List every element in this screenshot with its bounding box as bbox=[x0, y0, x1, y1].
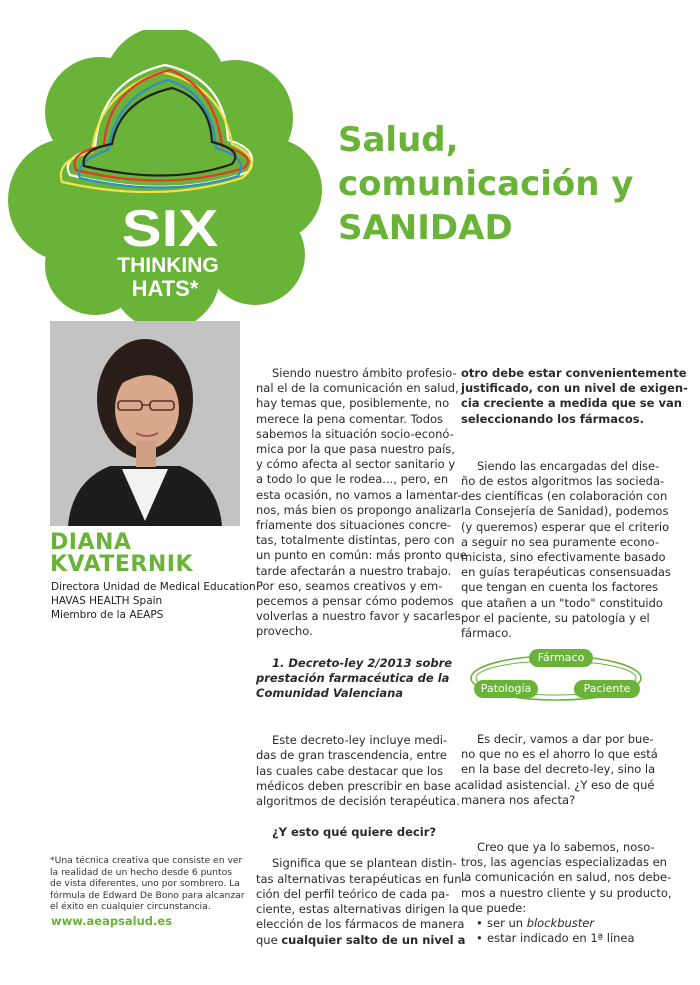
author-first-name: DIANA bbox=[50, 530, 132, 555]
paragraph-algoritmos bbox=[461, 458, 671, 641]
text-line: tros, las agencias especializadas en bbox=[461, 855, 667, 870]
text-line: que tengan en cuenta los factores bbox=[461, 580, 659, 595]
text-line: algoritmos de decisión terapéutica. bbox=[256, 794, 460, 809]
author-membership: Miembro de la AEAPS bbox=[51, 609, 164, 621]
bullet-icon: • bbox=[476, 931, 483, 946]
bold-continuation bbox=[461, 366, 688, 427]
diagram-node-farmaco: Fármaco bbox=[529, 649, 593, 667]
author-photo bbox=[50, 321, 240, 526]
text-line: que atañen a un "todo" constituido bbox=[461, 595, 663, 610]
text-line: mos a nuestro cliente y su producto, bbox=[461, 885, 672, 900]
heading-line: prestación farmacéutica de la bbox=[256, 670, 450, 685]
footnote-line: la realidad de un hecho desde 6 puntos bbox=[50, 866, 233, 878]
title-line-2: comunicación y bbox=[338, 164, 634, 204]
footnote-line: *Una técnica creativa que consiste en ver bbox=[50, 855, 243, 866]
paragraph-intro bbox=[256, 366, 467, 640]
text-line: las cuales cabe destacar que los bbox=[256, 763, 444, 778]
text-line: calidad asistencial. ¿Y eso de qué bbox=[461, 777, 655, 792]
paragraph-es-decir bbox=[461, 732, 661, 808]
logo-six: SIX bbox=[121, 198, 219, 258]
article-title bbox=[338, 118, 678, 250]
text-line: por el paciente, su patología y el bbox=[461, 610, 650, 625]
text-span: que bbox=[256, 932, 282, 947]
text-line: fríamente dos situaciones concre- bbox=[256, 518, 452, 533]
article-column-2 bbox=[461, 366, 688, 641]
footnote-line: el éxito en cualquier circunstancia. bbox=[50, 901, 211, 912]
text-line: ción del perfil teórico de cada pa- bbox=[256, 886, 450, 901]
paragraph-decreto bbox=[256, 733, 462, 809]
text-line: tas alternativas terapéuticas en fun- bbox=[256, 871, 466, 886]
author-company: HAVAS HEALTH Spain bbox=[51, 595, 163, 607]
footnote-line: fórmula de Edward De Bono para alcanzar bbox=[50, 889, 245, 901]
title-line-1: Salud, bbox=[338, 120, 459, 160]
logo-hats: HATS* bbox=[131, 276, 199, 301]
bullet-text: estar indicado en 1ª línea bbox=[487, 931, 635, 946]
text-line: en guías terapéuticas consensuadas bbox=[461, 565, 671, 580]
text-line: la comunicación en salud, nos debe- bbox=[461, 870, 672, 885]
text-line: Es decir, vamos a dar por bue- bbox=[477, 732, 654, 746]
text-line: cia creciente a medida que se van bbox=[461, 396, 682, 411]
text-line: Creo que ya lo sabemos, noso- bbox=[477, 840, 655, 855]
section-heading-decreto bbox=[256, 656, 456, 702]
text-line: micista, sino efectivamente basado bbox=[461, 550, 666, 565]
bullet-text: ser un bbox=[487, 916, 527, 931]
text-line: otro debe estar convenientemente bbox=[461, 366, 687, 380]
text-line: merece la pena comentar. Todos bbox=[256, 411, 444, 426]
bullet-italic-text: blockbuster bbox=[526, 916, 595, 931]
text-line: nal el de la comunicación en salud, bbox=[256, 381, 459, 396]
website-link[interactable]: www.aeapsalud.es bbox=[51, 914, 173, 928]
footnote bbox=[50, 855, 245, 913]
text-line: pecemos a pensar cómo podemos bbox=[256, 594, 454, 609]
text-line: mica por la que pasa nuestro país, bbox=[256, 442, 455, 457]
footnote-line: de vista diferentes, uno por sombrero. La bbox=[50, 878, 240, 889]
text-line: no que no es el ahorro lo que está bbox=[461, 747, 658, 762]
text-line: un punto en común: más pronto que bbox=[256, 548, 467, 563]
six-thinking-hats-logo bbox=[0, 30, 330, 350]
text-line: Este decreto-ley incluye medi- bbox=[272, 733, 448, 748]
article-column-1 bbox=[256, 366, 467, 948]
heading-line: 1. Decreto-ley 2/2013 sobre bbox=[272, 655, 453, 670]
diagram-node-paciente: Paciente bbox=[574, 680, 640, 698]
text-line: esta ocasión, no vamos a lamentar- bbox=[256, 487, 462, 502]
article-column-2-lower bbox=[461, 732, 672, 946]
text-line: sabemos la situación socio-econó- bbox=[256, 426, 454, 441]
text-line: volverlas a nuestro favor y sacarles bbox=[256, 609, 461, 624]
text-line: ño de estos algoritmos las socieda- bbox=[461, 474, 665, 489]
bullet-item-primera-linea bbox=[461, 931, 661, 946]
bullet-icon: • bbox=[476, 916, 483, 931]
bullet-item-blockbuster bbox=[461, 916, 661, 931]
author-last-name: KVATERNIK bbox=[50, 552, 194, 577]
heading-line: Comunidad Valenciana bbox=[256, 686, 404, 701]
text-line: médicos deben prescribir en base a bbox=[256, 778, 462, 793]
farmaco-patologia-paciente-diagram bbox=[466, 645, 646, 710]
title-line-3: SANIDAD bbox=[338, 208, 513, 248]
text-line: a seguir no sea puramente econo- bbox=[461, 534, 659, 549]
text-line: fármaco. bbox=[461, 626, 512, 641]
text-line: ciente, estas alternativas dirigen la bbox=[256, 902, 459, 917]
text-line: a todo lo que le rodea..., pero, en bbox=[256, 472, 449, 487]
text-line: provecho. bbox=[256, 624, 313, 639]
text-line: des científicas (en colaboración con bbox=[461, 489, 668, 504]
text-line: Por eso, seamos creativos y em- bbox=[256, 578, 443, 593]
text-line: hay temas que, posiblemente, no bbox=[256, 396, 450, 411]
text-line: seleccionando los fármacos. bbox=[461, 411, 644, 426]
text-line: tarde afectarán a nuestro trabajo. bbox=[256, 563, 452, 578]
text-line bbox=[256, 932, 466, 948]
text-line: Siendo nuestro ámbito profesio- bbox=[272, 366, 457, 380]
text-line: elección de los fármacos de manera bbox=[256, 917, 465, 932]
text-line: (y queremos) esperar que el criterio bbox=[461, 519, 670, 534]
text-line: Siendo las encargadas del dise- bbox=[477, 458, 660, 473]
section-heading-question: ¿Y esto qué quiere decir? bbox=[272, 825, 437, 840]
text-line: justificado, con un nivel de exigen- bbox=[461, 381, 688, 396]
logo-thinking: THINKING bbox=[117, 254, 219, 277]
text-line: en la base del decreto-ley, sino la bbox=[461, 762, 656, 777]
text-line: manera nos afecta? bbox=[461, 792, 576, 807]
text-line: que puede: bbox=[461, 900, 527, 915]
text-line: y cómo afecta al sector sanitario y bbox=[256, 457, 456, 472]
diagram-node-patologia: Patología bbox=[474, 680, 538, 698]
bold-text-span: cualquier salto de un nivel a bbox=[281, 932, 466, 947]
paragraph-creo bbox=[461, 840, 672, 916]
text-line: nos, más bien os propongo analizar bbox=[256, 502, 461, 517]
author-role-line: Directora Unidad de Medical Education bbox=[51, 581, 256, 593]
portrait-illustration bbox=[50, 321, 240, 526]
author-name bbox=[50, 532, 193, 576]
text-line: tas, totalmente distintas, pero con bbox=[256, 533, 455, 548]
text-line: das de gran trascendencia, entre bbox=[256, 748, 447, 763]
text-line: la Consejería de Sanidad), podemos bbox=[461, 504, 669, 519]
text-line: Significa que se plantean distin- bbox=[272, 856, 457, 871]
paragraph-significa bbox=[256, 856, 466, 947]
author-role bbox=[51, 580, 256, 622]
